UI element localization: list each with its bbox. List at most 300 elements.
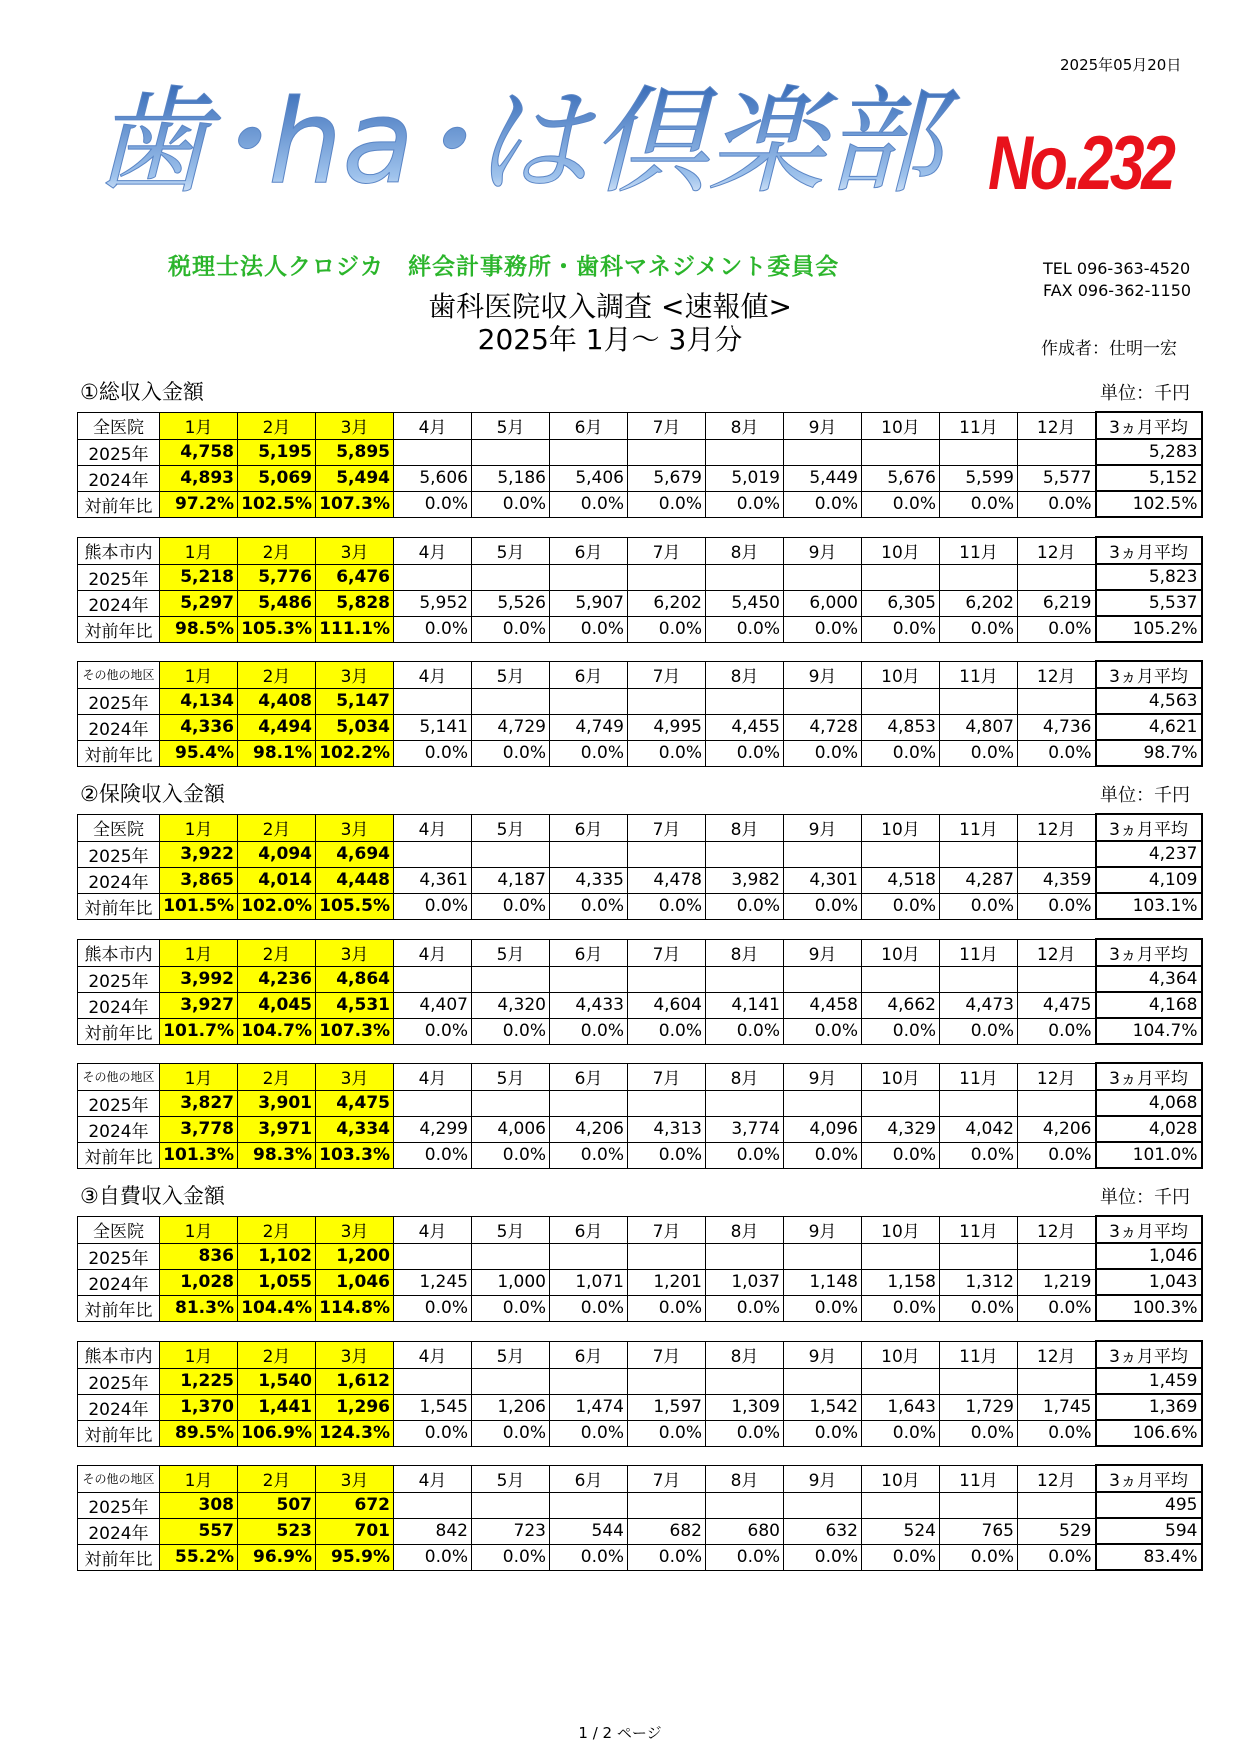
row-2025-value	[628, 688, 706, 714]
row-2025-value	[1018, 1243, 1096, 1269]
row-yoy-ratio-value: 98.3%	[238, 1142, 316, 1168]
row-yoy-ratio-value: 111.1%	[316, 616, 394, 642]
month-header: 9月	[784, 412, 862, 439]
row-2024-value: 3,778	[160, 1116, 238, 1142]
row-yoy-ratio-value: 0.0%	[784, 893, 862, 919]
month-header: 2月	[238, 1465, 316, 1492]
month-header: 6月	[550, 537, 628, 564]
row-2025-value	[862, 439, 940, 465]
month-header: 11月	[940, 537, 1018, 564]
row-2025-value	[862, 1243, 940, 1269]
row-2024-value: 4,301	[784, 867, 862, 893]
report-period: 2025年 1月～ 3月分	[477, 323, 743, 356]
row-2024-value: 4,014	[238, 867, 316, 893]
row-yoy-ratio-value: 98.1%	[238, 740, 316, 766]
row-yoy-ratio-value: 0.0%	[472, 1142, 550, 1168]
month-header: 10月	[862, 661, 940, 688]
row-yoy-ratio-value: 55.2%	[160, 1544, 238, 1570]
row-yoy-ratio-value: 104.7%	[238, 1018, 316, 1044]
row-2024-value: 682	[628, 1518, 706, 1544]
row-2025-value: 308	[160, 1492, 238, 1518]
row-yoy-ratio-value: 0.0%	[862, 491, 940, 517]
month-header: 9月	[784, 537, 862, 564]
row-yoy-ratio-value: 0.0%	[862, 616, 940, 642]
row-2024-value: 6,219	[1018, 590, 1096, 616]
insurance-income-all-clinics-table	[77, 813, 1203, 920]
row-2024-value: 523	[238, 1518, 316, 1544]
row-yoy-ratio-value: 0.0%	[394, 1018, 472, 1044]
region-label: 熊本市内	[78, 537, 160, 564]
row-2024-value: 4,096	[784, 1116, 862, 1142]
table-header-row	[78, 1341, 1202, 1368]
row-2024-value: 1,312	[940, 1269, 1018, 1295]
row-2024-value: 4,893	[160, 465, 238, 491]
row-2025-value	[862, 1368, 940, 1394]
row-2024-value: 4,329	[862, 1116, 940, 1142]
row-2024-value: 3,774	[706, 1116, 784, 1142]
month-header: 7月	[628, 1063, 706, 1090]
table-header-row	[78, 1465, 1202, 1492]
month-header: 6月	[550, 661, 628, 688]
month-header: 5月	[472, 814, 550, 841]
row-2025-value: 1,225	[160, 1368, 238, 1394]
row-yoy-ratio-value: 0.0%	[784, 1018, 862, 1044]
row-2024-value: 1,148	[784, 1269, 862, 1295]
row-2024-value: 1,370	[160, 1394, 238, 1420]
month-header: 10月	[862, 1063, 940, 1090]
row-2025-value	[784, 1090, 862, 1116]
month-header: 5月	[472, 1216, 550, 1243]
region-label: その他の地区	[78, 1465, 160, 1492]
row-yoy-ratio-value: 0.0%	[862, 740, 940, 766]
row-2025-value	[940, 1368, 1018, 1394]
month-header: 3月	[316, 1063, 394, 1090]
row-2025-value	[550, 841, 628, 867]
row-2025-value	[1018, 1368, 1096, 1394]
unit-label: 単位：千円	[1100, 383, 1190, 404]
row-2025-value	[550, 564, 628, 590]
row-yoy-ratio-value: 0.0%	[706, 1544, 784, 1570]
row-2024-value: 4,336	[160, 714, 238, 740]
row-2025-value	[862, 688, 940, 714]
average-header: 3ヵ月平均	[1096, 1341, 1202, 1368]
row-2025-value	[1018, 841, 1096, 867]
table-row	[78, 740, 1202, 766]
self-pay-income-other-areas-table	[77, 1464, 1203, 1571]
table-header-row	[78, 1216, 1202, 1243]
row-yoy-ratio-value: 0.0%	[550, 1544, 628, 1570]
row-2024-average: 594	[1096, 1518, 1202, 1544]
row-2025-average: 5,283	[1096, 439, 1202, 465]
row-2024-value: 5,297	[160, 590, 238, 616]
average-header: 3ヵ月平均	[1096, 537, 1202, 564]
row-2025-value	[1018, 966, 1096, 992]
average-header: 3ヵ月平均	[1096, 1063, 1202, 1090]
row-yoy-ratio-average: 102.5%	[1096, 491, 1202, 517]
row-2025-label: 2025年	[78, 564, 160, 590]
row-2025-value: 4,475	[316, 1090, 394, 1116]
row-2025-value: 1,540	[238, 1368, 316, 1394]
month-header: 6月	[550, 412, 628, 439]
month-header: 4月	[394, 412, 472, 439]
row-yoy-ratio-value: 0.0%	[472, 1018, 550, 1044]
table-header-row	[78, 412, 1202, 439]
row-2025-label: 2025年	[78, 439, 160, 465]
report-title: 歯科医院収入調査 <速報値>	[428, 290, 792, 323]
month-header: 7月	[628, 939, 706, 966]
region-label: 全医院	[78, 814, 160, 841]
month-header: 9月	[784, 1063, 862, 1090]
row-2025-value	[394, 841, 472, 867]
self-pay-income-kumamoto-city-table	[77, 1340, 1203, 1447]
row-2025-value: 3,992	[160, 966, 238, 992]
row-2025-value: 3,827	[160, 1090, 238, 1116]
row-2025-value: 4,134	[160, 688, 238, 714]
row-2025-value	[628, 1492, 706, 1518]
month-header: 6月	[550, 814, 628, 841]
row-yoy-ratio-value: 0.0%	[550, 1018, 628, 1044]
month-header: 3月	[316, 1216, 394, 1243]
table-header-row	[78, 537, 1202, 564]
row-yoy-ratio-value: 0.0%	[784, 1142, 862, 1168]
row-yoy-ratio-value: 0.0%	[628, 1544, 706, 1570]
row-2024-value: 5,907	[550, 590, 628, 616]
row-2024-value: 1,542	[784, 1394, 862, 1420]
row-yoy-ratio-value: 102.0%	[238, 893, 316, 919]
row-yoy-ratio-value: 0.0%	[1018, 740, 1096, 766]
row-yoy-ratio-value: 0.0%	[1018, 1295, 1096, 1321]
row-yoy-ratio-value: 0.0%	[784, 740, 862, 766]
club-logo	[88, 60, 968, 230]
row-yoy-ratio-value: 0.0%	[862, 1420, 940, 1446]
row-yoy-ratio-value: 0.0%	[550, 616, 628, 642]
row-2024-label: 2024年	[78, 1394, 160, 1420]
row-2024-value: 3,865	[160, 867, 238, 893]
row-yoy-ratio-value: 0.0%	[472, 616, 550, 642]
month-header: 11月	[940, 1465, 1018, 1492]
row-2024-value: 6,202	[628, 590, 706, 616]
row-2024-average: 4,168	[1096, 992, 1202, 1018]
row-yoy-ratio-value: 0.0%	[940, 1295, 1018, 1321]
month-header: 12月	[1018, 1216, 1096, 1243]
row-yoy-ratio-value: 0.0%	[394, 1544, 472, 1570]
month-header: 9月	[784, 1465, 862, 1492]
row-2024-value: 1,597	[628, 1394, 706, 1420]
row-yoy-ratio-value: 105.5%	[316, 893, 394, 919]
month-header: 3月	[316, 412, 394, 439]
average-header: 3ヵ月平均	[1096, 939, 1202, 966]
table-row	[78, 1394, 1202, 1420]
month-header: 12月	[1018, 1465, 1096, 1492]
row-2025-value	[472, 439, 550, 465]
row-yoy-ratio-value: 0.0%	[628, 893, 706, 919]
row-2025-value	[784, 1368, 862, 1394]
table-row	[78, 1018, 1202, 1044]
row-2024-value: 4,334	[316, 1116, 394, 1142]
month-header: 7月	[628, 537, 706, 564]
month-header: 4月	[394, 1063, 472, 1090]
row-2024-value: 765	[940, 1518, 1018, 1544]
row-2025-value	[706, 439, 784, 465]
row-2025-value	[394, 1243, 472, 1269]
table-row	[78, 1142, 1202, 1168]
row-2024-value: 3,971	[238, 1116, 316, 1142]
table-row	[78, 688, 1202, 714]
row-2025-value: 4,408	[238, 688, 316, 714]
row-2024-value: 1,000	[472, 1269, 550, 1295]
month-header: 8月	[706, 1216, 784, 1243]
row-yoy-ratio-value: 0.0%	[1018, 491, 1096, 517]
row-2024-value: 5,019	[706, 465, 784, 491]
row-2025-value	[862, 966, 940, 992]
month-header: 7月	[628, 814, 706, 841]
row-yoy-ratio-value: 0.0%	[784, 1295, 862, 1321]
row-2024-value: 4,728	[784, 714, 862, 740]
row-2024-average: 4,028	[1096, 1116, 1202, 1142]
row-yoy-ratio-value: 107.3%	[316, 1018, 394, 1044]
organization-name: 税理士法人クロジカ 絆会計事務所・歯科マネジメント委員会	[168, 254, 840, 280]
table-row	[78, 1420, 1202, 1446]
row-2024-value: 4,458	[784, 992, 862, 1018]
row-yoy-ratio-value: 0.0%	[784, 491, 862, 517]
row-2024-value: 4,006	[472, 1116, 550, 1142]
row-yoy-ratio-value: 101.3%	[160, 1142, 238, 1168]
row-2025-label: 2025年	[78, 966, 160, 992]
row-2025-average: 4,364	[1096, 966, 1202, 992]
table-row	[78, 439, 1202, 465]
row-2025-value	[394, 1368, 472, 1394]
table-row	[78, 465, 1202, 491]
row-2024-value: 5,141	[394, 714, 472, 740]
row-2024-label: 2024年	[78, 992, 160, 1018]
month-header: 5月	[472, 537, 550, 564]
row-2024-value: 4,206	[550, 1116, 628, 1142]
row-2025-value: 3,922	[160, 841, 238, 867]
row-yoy-ratio-value: 0.0%	[472, 491, 550, 517]
region-label: 全医院	[78, 412, 160, 439]
row-2024-value: 4,478	[628, 867, 706, 893]
row-yoy-ratio-value: 0.0%	[1018, 616, 1096, 642]
row-2025-label: 2025年	[78, 1243, 160, 1269]
month-header: 12月	[1018, 661, 1096, 688]
row-2024-value: 4,045	[238, 992, 316, 1018]
row-yoy-ratio-average: 98.7%	[1096, 740, 1202, 766]
month-header: 3月	[316, 1465, 394, 1492]
average-header: 3ヵ月平均	[1096, 814, 1202, 841]
fax-number: FAX 096-362-1150	[1043, 281, 1192, 300]
month-header: 12月	[1018, 1341, 1096, 1368]
row-2025-value	[940, 439, 1018, 465]
month-header: 5月	[472, 1341, 550, 1368]
month-header: 2月	[238, 412, 316, 439]
row-2025-average: 4,563	[1096, 688, 1202, 714]
month-header: 7月	[628, 412, 706, 439]
row-yoy-ratio-average: 103.1%	[1096, 893, 1202, 919]
row-2024-value: 5,034	[316, 714, 394, 740]
month-header: 4月	[394, 814, 472, 841]
month-header: 3月	[316, 537, 394, 564]
month-header: 1月	[160, 412, 238, 439]
month-header: 1月	[160, 939, 238, 966]
month-header: 7月	[628, 1341, 706, 1368]
month-header: 10月	[862, 939, 940, 966]
row-2025-value	[940, 1090, 1018, 1116]
row-2024-value: 544	[550, 1518, 628, 1544]
month-header: 9月	[784, 814, 862, 841]
row-2025-value: 4,758	[160, 439, 238, 465]
month-header: 12月	[1018, 939, 1096, 966]
row-2024-value: 4,313	[628, 1116, 706, 1142]
row-2025-value	[706, 1368, 784, 1394]
month-header: 10月	[862, 814, 940, 841]
row-2024-value: 4,853	[862, 714, 940, 740]
row-yoy-ratio-value: 0.0%	[1018, 1142, 1096, 1168]
row-yoy-ratio-value: 0.0%	[706, 893, 784, 919]
row-yoy-ratio-value: 0.0%	[862, 893, 940, 919]
row-yoy-ratio-value: 0.0%	[940, 1018, 1018, 1044]
row-2024-average: 4,109	[1096, 867, 1202, 893]
row-2025-average: 495	[1096, 1492, 1202, 1518]
row-2024-value: 1,158	[862, 1269, 940, 1295]
row-2024-value: 1,206	[472, 1394, 550, 1420]
month-header: 4月	[394, 1465, 472, 1492]
row-2024-value: 1,201	[628, 1269, 706, 1295]
row-2024-value: 5,606	[394, 465, 472, 491]
row-2025-value	[784, 688, 862, 714]
table-row	[78, 1295, 1202, 1321]
row-2024-value: 4,455	[706, 714, 784, 740]
row-2024-average: 1,369	[1096, 1394, 1202, 1420]
row-yoy-ratio-value: 0.0%	[940, 1142, 1018, 1168]
row-2024-value: 4,299	[394, 1116, 472, 1142]
month-header: 5月	[472, 661, 550, 688]
average-header: 3ヵ月平均	[1096, 1465, 1202, 1492]
row-yoy-ratio-label: 対前年比	[78, 1420, 160, 1446]
table-row	[78, 893, 1202, 919]
row-2024-value: 1,028	[160, 1269, 238, 1295]
total-income-other-areas-table	[77, 660, 1203, 767]
row-2024-value: 5,599	[940, 465, 1018, 491]
row-2025-value: 5,218	[160, 564, 238, 590]
row-2025-value	[550, 1243, 628, 1269]
month-header: 8月	[706, 814, 784, 841]
row-2024-value: 842	[394, 1518, 472, 1544]
month-header: 9月	[784, 939, 862, 966]
row-2024-value: 3,982	[706, 867, 784, 893]
month-header: 4月	[394, 939, 472, 966]
row-2024-value: 1,729	[940, 1394, 1018, 1420]
row-2024-value: 5,577	[1018, 465, 1096, 491]
row-2025-value	[1018, 564, 1096, 590]
row-2025-value	[394, 1492, 472, 1518]
total-income-all-clinics-table	[77, 411, 1203, 518]
row-2024-value: 4,361	[394, 867, 472, 893]
row-2025-value	[394, 966, 472, 992]
row-yoy-ratio-value: 0.0%	[472, 1420, 550, 1446]
month-header: 11月	[940, 1063, 1018, 1090]
month-header: 4月	[394, 661, 472, 688]
table-row	[78, 590, 1202, 616]
row-2024-value: 5,486	[238, 590, 316, 616]
row-2025-value	[472, 564, 550, 590]
row-yoy-ratio-value: 104.4%	[238, 1295, 316, 1321]
self-pay-income-section-title: ③自費収入金額	[80, 1184, 225, 1208]
row-2024-average: 5,537	[1096, 590, 1202, 616]
row-2025-label: 2025年	[78, 1368, 160, 1394]
row-2024-average: 5,152	[1096, 465, 1202, 491]
table-header-row	[78, 661, 1202, 688]
row-2025-value	[862, 841, 940, 867]
table-row	[78, 564, 1202, 590]
row-2024-value: 4,494	[238, 714, 316, 740]
region-label: その他の地区	[78, 1063, 160, 1090]
row-2025-value	[706, 841, 784, 867]
month-header: 3月	[316, 939, 394, 966]
row-2024-value: 4,359	[1018, 867, 1096, 893]
table-row	[78, 1090, 1202, 1116]
row-yoy-ratio-value: 0.0%	[394, 1420, 472, 1446]
row-yoy-ratio-value: 101.7%	[160, 1018, 238, 1044]
table-header-row	[78, 1063, 1202, 1090]
row-yoy-ratio-value: 0.0%	[940, 740, 1018, 766]
row-2024-value: 4,320	[472, 992, 550, 1018]
month-header: 12月	[1018, 537, 1096, 564]
row-2024-value: 4,206	[1018, 1116, 1096, 1142]
row-2025-value	[940, 564, 1018, 590]
table-header-row	[78, 939, 1202, 966]
row-yoy-ratio-value: 0.0%	[394, 893, 472, 919]
row-yoy-ratio-label: 対前年比	[78, 1018, 160, 1044]
row-yoy-ratio-value: 0.0%	[706, 1018, 784, 1044]
row-2025-value	[706, 966, 784, 992]
row-2025-value	[940, 1243, 1018, 1269]
row-yoy-ratio-average: 101.0%	[1096, 1142, 1202, 1168]
month-header: 4月	[394, 1216, 472, 1243]
row-2024-value: 4,141	[706, 992, 784, 1018]
month-header: 1月	[160, 1341, 238, 1368]
row-2024-value: 5,069	[238, 465, 316, 491]
row-2025-value: 6,476	[316, 564, 394, 590]
month-header: 2月	[238, 1063, 316, 1090]
row-2024-value: 1,245	[394, 1269, 472, 1295]
row-2025-value	[628, 841, 706, 867]
row-yoy-ratio-label: 対前年比	[78, 740, 160, 766]
row-2024-value: 632	[784, 1518, 862, 1544]
row-2025-value: 836	[160, 1243, 238, 1269]
row-yoy-ratio-value: 0.0%	[550, 1420, 628, 1446]
row-2025-label: 2025年	[78, 1090, 160, 1116]
row-yoy-ratio-label: 対前年比	[78, 491, 160, 517]
table-row	[78, 616, 1202, 642]
row-2025-value: 1,612	[316, 1368, 394, 1394]
row-2025-value: 4,094	[238, 841, 316, 867]
row-2024-value: 4,407	[394, 992, 472, 1018]
row-2025-value	[472, 688, 550, 714]
row-2025-value: 672	[316, 1492, 394, 1518]
table-row	[78, 867, 1202, 893]
row-2025-value	[394, 439, 472, 465]
row-2025-value	[550, 1090, 628, 1116]
month-header: 4月	[394, 1341, 472, 1368]
row-2025-value: 4,694	[316, 841, 394, 867]
month-header: 1月	[160, 661, 238, 688]
row-yoy-ratio-value: 102.5%	[238, 491, 316, 517]
table-row	[78, 841, 1202, 867]
month-header: 7月	[628, 1465, 706, 1492]
row-yoy-ratio-average: 104.7%	[1096, 1018, 1202, 1044]
month-header: 8月	[706, 1465, 784, 1492]
row-2024-value: 1,441	[238, 1394, 316, 1420]
